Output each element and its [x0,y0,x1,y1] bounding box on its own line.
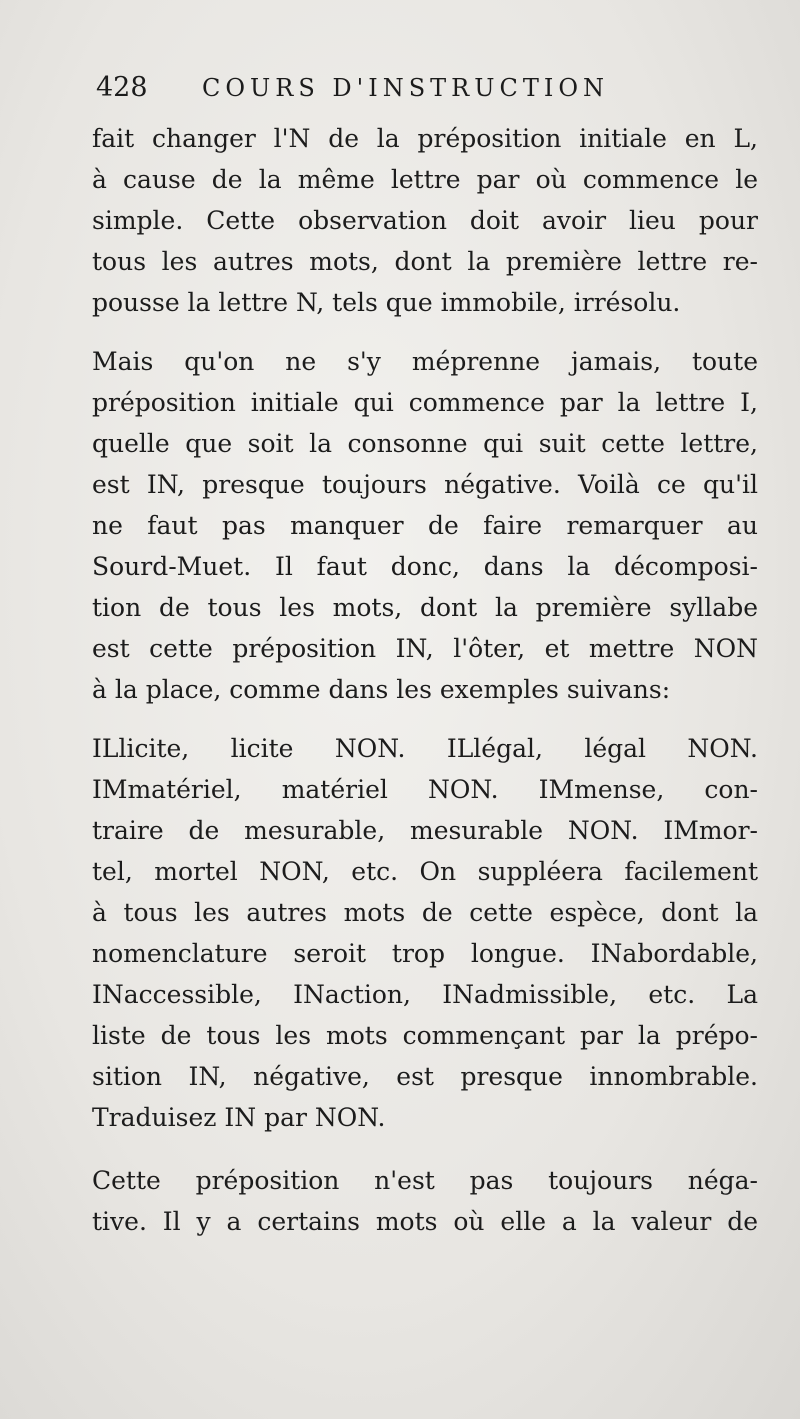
text-line: Sourd-Muet. Il faut donc, dans la décomposi- [92,552,758,581]
text-line: pousse la lettre N, tels que immobile, irrésolu. [92,288,681,317]
text-line: simple. Cette observation doit avoir lieu pour [92,206,758,235]
main-text [92,118,758,1242]
text-line: est IN, presque toujours négative. Voilà ce qu'il [92,470,758,499]
text-line: tive. Il y a certains mots où elle a la valeur de [92,1207,758,1236]
text-line: à tous les autres mots de cette espèce, dont la [92,898,758,927]
text-line: ne faut pas manquer de faire remarquer au [92,511,758,540]
text-line: à cause de la même lettre par où commence le [92,165,758,194]
paragraph-3 [92,728,758,1138]
text-line: est cette préposition IN, l'ôter, et mettre NON [92,634,758,663]
text-line: tion de tous les mots, dont la première syllabe [92,593,758,622]
paragraph-2 [92,341,758,710]
text-line: sition IN, négative, est presque innombrable. [92,1062,758,1091]
text-line: IMmatériel, matériel NON. IMmense, con- [92,775,758,804]
text-line: Traduisez IN par NON. [92,1103,386,1132]
text-line: tel, mortel NON, etc. On suppléera facilement [92,857,758,886]
paragraph-4 [92,1160,758,1242]
text-line: ILlicite, licite NON. ILlégal, légal NON. [92,734,758,763]
text-line: traire de mesurable, mesurable NON. IMmor- [92,816,758,845]
text-line: Cette préposition n'est pas toujours néga- [92,1166,758,1195]
running-title: COURS D'INSTRUCTION [202,74,609,102]
text-line: quelle que soit la consonne qui suit cette lettre, [92,429,758,458]
text-line: à la place, comme dans les exemples suivans: [92,675,671,704]
text-line: Mais qu'on ne s'y méprenne jamais, toute [92,347,758,376]
text-line: nomenclature seroit trop longue. INabordable, [92,939,758,968]
text-line: fait changer l'N de la préposition initiale en L, [92,124,758,153]
page-number: 428 [96,72,148,103]
paragraph-1 [92,118,758,323]
text-line: préposition initiale qui commence par la lettre I, [92,388,758,417]
text-line: liste de tous les mots commençant par la prépo- [92,1021,758,1050]
text-line: tous les autres mots, dont la première lettre re- [92,247,758,276]
text-line: INaccessible, INaction, INadmissible, etc. La [92,980,758,1009]
running-header [96,72,716,112]
